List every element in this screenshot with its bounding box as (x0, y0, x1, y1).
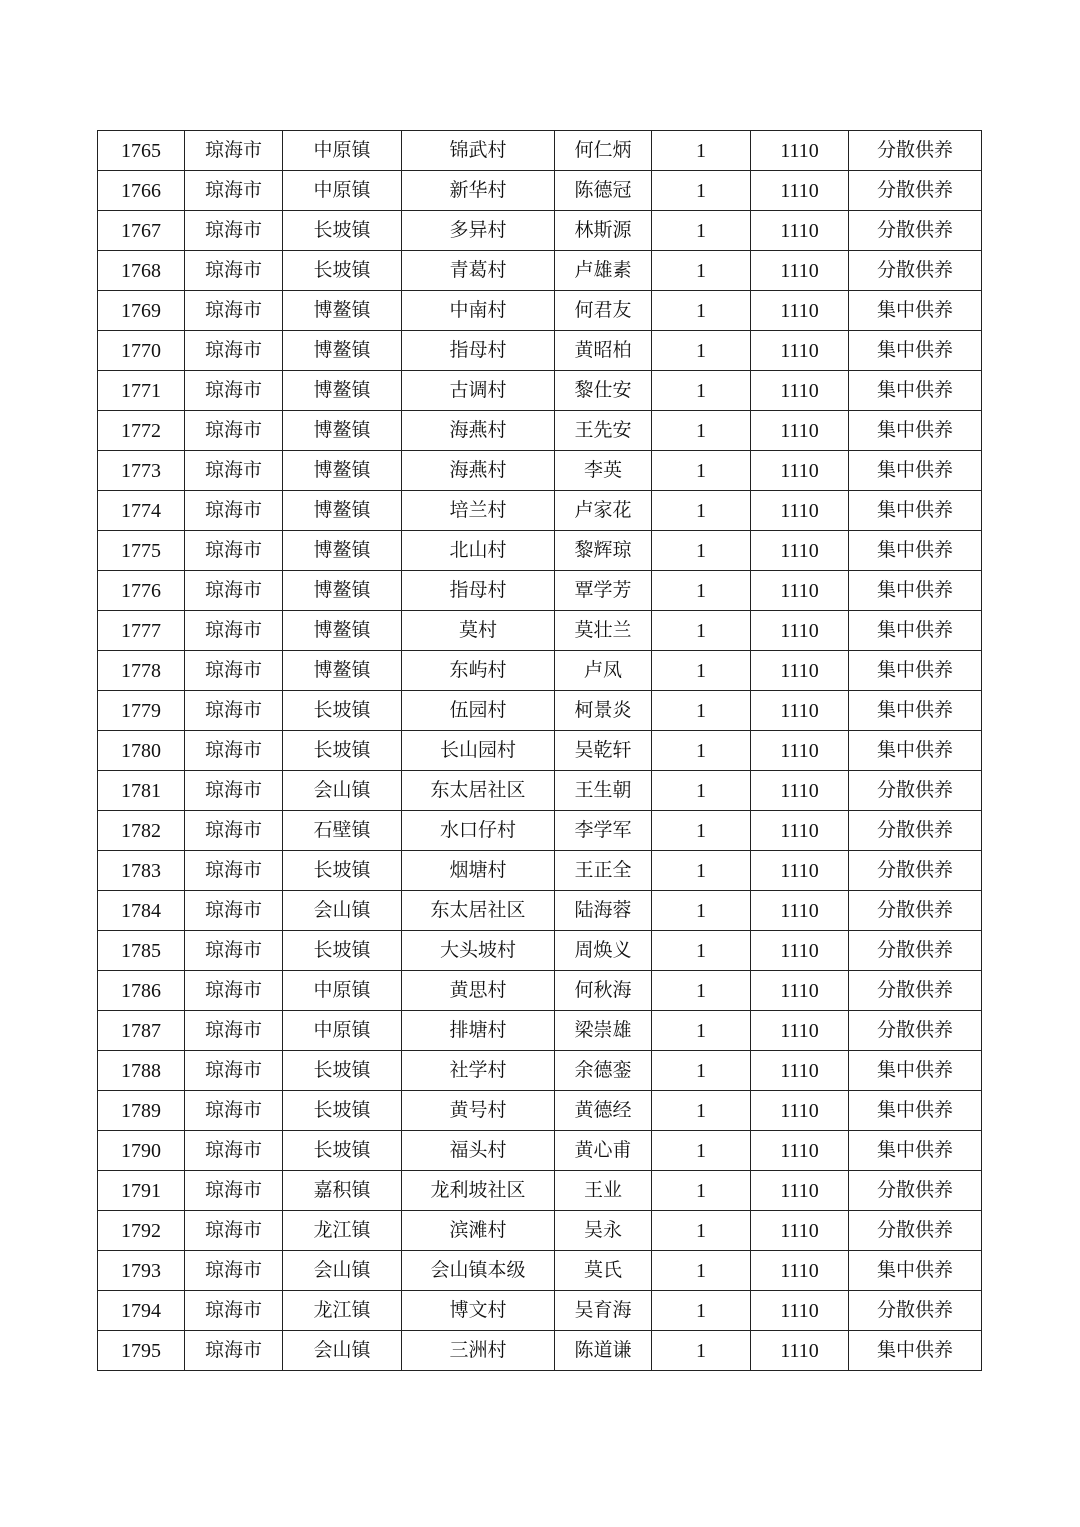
code-cell: 1110 (751, 371, 849, 411)
name-cell: 李英 (555, 451, 652, 491)
support-type-cell: 分散供养 (849, 891, 982, 931)
count-cell: 1 (652, 811, 751, 851)
village-cell: 东太居社区 (402, 771, 555, 811)
town-cell: 中原镇 (283, 971, 402, 1011)
city-cell: 琼海市 (185, 211, 283, 251)
serial-number-cell: 1767 (98, 211, 185, 251)
code-cell: 1110 (751, 131, 849, 171)
support-type-cell: 分散供养 (849, 171, 982, 211)
city-cell: 琼海市 (185, 811, 283, 851)
city-cell: 琼海市 (185, 291, 283, 331)
town-cell: 石壁镇 (283, 811, 402, 851)
count-cell: 1 (652, 291, 751, 331)
table-row (98, 651, 982, 691)
name-cell: 李学军 (555, 811, 652, 851)
table-row (98, 131, 982, 171)
serial-number-cell: 1786 (98, 971, 185, 1011)
village-cell: 会山镇本级 (402, 1251, 555, 1291)
village-cell: 东屿村 (402, 651, 555, 691)
code-cell: 1110 (751, 211, 849, 251)
support-type-cell: 集中供养 (849, 651, 982, 691)
table-row (98, 1011, 982, 1051)
village-cell: 福头村 (402, 1131, 555, 1171)
code-cell: 1110 (751, 451, 849, 491)
support-type-cell: 集中供养 (849, 411, 982, 451)
name-cell: 黎辉琼 (555, 531, 652, 571)
count-cell: 1 (652, 251, 751, 291)
code-cell: 1110 (751, 1331, 849, 1371)
count-cell: 1 (652, 1011, 751, 1051)
support-type-cell: 分散供养 (849, 1211, 982, 1251)
code-cell: 1110 (751, 251, 849, 291)
code-cell: 1110 (751, 571, 849, 611)
village-cell: 莫村 (402, 611, 555, 651)
town-cell: 长坡镇 (283, 1091, 402, 1131)
table-row (98, 571, 982, 611)
table-row (98, 931, 982, 971)
village-cell: 青葛村 (402, 251, 555, 291)
code-cell: 1110 (751, 811, 849, 851)
table-row (98, 331, 982, 371)
serial-number-cell: 1794 (98, 1291, 185, 1331)
city-cell: 琼海市 (185, 491, 283, 531)
count-cell: 1 (652, 171, 751, 211)
table-row (98, 171, 982, 211)
code-cell: 1110 (751, 1291, 849, 1331)
town-cell: 会山镇 (283, 891, 402, 931)
city-cell: 琼海市 (185, 931, 283, 971)
village-cell: 大头坡村 (402, 931, 555, 971)
code-cell: 1110 (751, 771, 849, 811)
code-cell: 1110 (751, 1251, 849, 1291)
table-row (98, 371, 982, 411)
serial-number-cell: 1766 (98, 171, 185, 211)
city-cell: 琼海市 (185, 1211, 283, 1251)
village-cell: 海燕村 (402, 411, 555, 451)
village-cell: 指母村 (402, 331, 555, 371)
serial-number-cell: 1777 (98, 611, 185, 651)
serial-number-cell: 1787 (98, 1011, 185, 1051)
name-cell: 何秋海 (555, 971, 652, 1011)
support-type-cell: 集中供养 (849, 1331, 982, 1371)
name-cell: 梁崇雄 (555, 1011, 652, 1051)
town-cell: 长坡镇 (283, 1051, 402, 1091)
table-row (98, 891, 982, 931)
name-cell: 黄昭柏 (555, 331, 652, 371)
count-cell: 1 (652, 491, 751, 531)
count-cell: 1 (652, 1211, 751, 1251)
serial-number-cell: 1775 (98, 531, 185, 571)
town-cell: 龙江镇 (283, 1291, 402, 1331)
table-row (98, 1291, 982, 1331)
town-cell: 博鳌镇 (283, 531, 402, 571)
count-cell: 1 (652, 731, 751, 771)
count-cell: 1 (652, 131, 751, 171)
serial-number-cell: 1783 (98, 851, 185, 891)
support-type-cell: 集中供养 (849, 691, 982, 731)
code-cell: 1110 (751, 1171, 849, 1211)
city-cell: 琼海市 (185, 971, 283, 1011)
town-cell: 博鳌镇 (283, 611, 402, 651)
city-cell: 琼海市 (185, 571, 283, 611)
name-cell: 陈道谦 (555, 1331, 652, 1371)
village-cell: 指母村 (402, 571, 555, 611)
city-cell: 琼海市 (185, 371, 283, 411)
city-cell: 琼海市 (185, 1331, 283, 1371)
city-cell: 琼海市 (185, 891, 283, 931)
serial-number-cell: 1788 (98, 1051, 185, 1091)
serial-number-cell: 1778 (98, 651, 185, 691)
count-cell: 1 (652, 571, 751, 611)
support-type-cell: 分散供养 (849, 971, 982, 1011)
city-cell: 琼海市 (185, 1291, 283, 1331)
table-row (98, 251, 982, 291)
city-cell: 琼海市 (185, 691, 283, 731)
count-cell: 1 (652, 1291, 751, 1331)
table-row (98, 1171, 982, 1211)
serial-number-cell: 1782 (98, 811, 185, 851)
village-cell: 多异村 (402, 211, 555, 251)
table-row (98, 1051, 982, 1091)
support-type-cell: 集中供养 (849, 1131, 982, 1171)
name-cell: 莫氏 (555, 1251, 652, 1291)
code-cell: 1110 (751, 731, 849, 771)
village-cell: 培兰村 (402, 491, 555, 531)
serial-number-cell: 1776 (98, 571, 185, 611)
city-cell: 琼海市 (185, 171, 283, 211)
village-cell: 中南村 (402, 291, 555, 331)
town-cell: 龙江镇 (283, 1211, 402, 1251)
table-row (98, 411, 982, 451)
village-cell: 排塘村 (402, 1011, 555, 1051)
support-type-cell: 集中供养 (849, 1051, 982, 1091)
support-type-cell: 分散供养 (849, 1011, 982, 1051)
name-cell: 吴育海 (555, 1291, 652, 1331)
table-row (98, 491, 982, 531)
serial-number-cell: 1784 (98, 891, 185, 931)
code-cell: 1110 (751, 891, 849, 931)
name-cell: 王业 (555, 1171, 652, 1211)
relief-recipient-table (97, 130, 982, 1371)
city-cell: 琼海市 (185, 1131, 283, 1171)
count-cell: 1 (652, 1331, 751, 1371)
support-type-cell: 集中供养 (849, 371, 982, 411)
city-cell: 琼海市 (185, 531, 283, 571)
count-cell: 1 (652, 971, 751, 1011)
name-cell: 黄德经 (555, 1091, 652, 1131)
count-cell: 1 (652, 411, 751, 451)
table-row (98, 451, 982, 491)
name-cell: 周焕义 (555, 931, 652, 971)
village-cell: 新华村 (402, 171, 555, 211)
support-type-cell: 集中供养 (849, 451, 982, 491)
village-cell: 黄思村 (402, 971, 555, 1011)
name-cell: 黎仕安 (555, 371, 652, 411)
code-cell: 1110 (751, 611, 849, 651)
table-row (98, 811, 982, 851)
name-cell: 吴永 (555, 1211, 652, 1251)
city-cell: 琼海市 (185, 611, 283, 651)
serial-number-cell: 1780 (98, 731, 185, 771)
count-cell: 1 (652, 211, 751, 251)
code-cell: 1110 (751, 1011, 849, 1051)
support-type-cell: 分散供养 (849, 851, 982, 891)
village-cell: 长山园村 (402, 731, 555, 771)
town-cell: 长坡镇 (283, 1131, 402, 1171)
name-cell: 余德銮 (555, 1051, 652, 1091)
serial-number-cell: 1781 (98, 771, 185, 811)
city-cell: 琼海市 (185, 651, 283, 691)
support-type-cell: 分散供养 (849, 811, 982, 851)
code-cell: 1110 (751, 331, 849, 371)
code-cell: 1110 (751, 931, 849, 971)
city-cell: 琼海市 (185, 771, 283, 811)
table-row (98, 1331, 982, 1371)
count-cell: 1 (652, 1171, 751, 1211)
serial-number-cell: 1769 (98, 291, 185, 331)
support-type-cell: 集中供养 (849, 491, 982, 531)
code-cell: 1110 (751, 291, 849, 331)
town-cell: 博鳌镇 (283, 411, 402, 451)
village-cell: 伍园村 (402, 691, 555, 731)
support-type-cell: 分散供养 (849, 211, 982, 251)
count-cell: 1 (652, 1051, 751, 1091)
table-row (98, 291, 982, 331)
town-cell: 长坡镇 (283, 691, 402, 731)
town-cell: 长坡镇 (283, 251, 402, 291)
code-cell: 1110 (751, 531, 849, 571)
town-cell: 博鳌镇 (283, 491, 402, 531)
count-cell: 1 (652, 1251, 751, 1291)
serial-number-cell: 1789 (98, 1091, 185, 1131)
town-cell: 博鳌镇 (283, 451, 402, 491)
count-cell: 1 (652, 931, 751, 971)
serial-number-cell: 1790 (98, 1131, 185, 1171)
town-cell: 长坡镇 (283, 851, 402, 891)
town-cell: 长坡镇 (283, 731, 402, 771)
city-cell: 琼海市 (185, 451, 283, 491)
serial-number-cell: 1791 (98, 1171, 185, 1211)
table-row (98, 771, 982, 811)
village-cell: 三洲村 (402, 1331, 555, 1371)
table-body (98, 131, 982, 1371)
table-row (98, 731, 982, 771)
name-cell: 柯景炎 (555, 691, 652, 731)
serial-number-cell: 1768 (98, 251, 185, 291)
count-cell: 1 (652, 1131, 751, 1171)
table-row (98, 691, 982, 731)
support-type-cell: 集中供养 (849, 531, 982, 571)
serial-number-cell: 1792 (98, 1211, 185, 1251)
name-cell: 卢家花 (555, 491, 652, 531)
name-cell: 何君友 (555, 291, 652, 331)
village-cell: 东太居社区 (402, 891, 555, 931)
count-cell: 1 (652, 531, 751, 571)
name-cell: 卢雄素 (555, 251, 652, 291)
town-cell: 会山镇 (283, 1251, 402, 1291)
town-cell: 博鳌镇 (283, 651, 402, 691)
support-type-cell: 分散供养 (849, 1171, 982, 1211)
village-cell: 黄号村 (402, 1091, 555, 1131)
serial-number-cell: 1793 (98, 1251, 185, 1291)
city-cell: 琼海市 (185, 1251, 283, 1291)
table-row (98, 971, 982, 1011)
support-type-cell: 集中供养 (849, 571, 982, 611)
support-type-cell: 分散供养 (849, 1291, 982, 1331)
village-cell: 龙利坡社区 (402, 1171, 555, 1211)
town-cell: 博鳌镇 (283, 571, 402, 611)
code-cell: 1110 (751, 1131, 849, 1171)
name-cell: 覃学芳 (555, 571, 652, 611)
town-cell: 中原镇 (283, 1011, 402, 1051)
village-cell: 北山村 (402, 531, 555, 571)
table-row (98, 1251, 982, 1291)
town-cell: 中原镇 (283, 171, 402, 211)
code-cell: 1110 (751, 851, 849, 891)
town-cell: 博鳌镇 (283, 331, 402, 371)
count-cell: 1 (652, 331, 751, 371)
village-cell: 锦武村 (402, 131, 555, 171)
table-row (98, 531, 982, 571)
town-cell: 博鳌镇 (283, 371, 402, 411)
city-cell: 琼海市 (185, 251, 283, 291)
support-type-cell: 集中供养 (849, 331, 982, 371)
code-cell: 1110 (751, 971, 849, 1011)
code-cell: 1110 (751, 171, 849, 211)
support-type-cell: 分散供养 (849, 931, 982, 971)
name-cell: 陆海蓉 (555, 891, 652, 931)
name-cell: 王先安 (555, 411, 652, 451)
count-cell: 1 (652, 891, 751, 931)
code-cell: 1110 (751, 411, 849, 451)
serial-number-cell: 1771 (98, 371, 185, 411)
town-cell: 会山镇 (283, 771, 402, 811)
table-row (98, 851, 982, 891)
town-cell: 嘉积镇 (283, 1171, 402, 1211)
support-type-cell: 集中供养 (849, 611, 982, 651)
village-cell: 博文村 (402, 1291, 555, 1331)
town-cell: 会山镇 (283, 1331, 402, 1371)
code-cell: 1110 (751, 1211, 849, 1251)
count-cell: 1 (652, 451, 751, 491)
village-cell: 滨滩村 (402, 1211, 555, 1251)
name-cell: 莫壮兰 (555, 611, 652, 651)
serial-number-cell: 1772 (98, 411, 185, 451)
code-cell: 1110 (751, 1051, 849, 1091)
support-type-cell: 集中供养 (849, 731, 982, 771)
village-cell: 社学村 (402, 1051, 555, 1091)
city-cell: 琼海市 (185, 1091, 283, 1131)
city-cell: 琼海市 (185, 131, 283, 171)
city-cell: 琼海市 (185, 331, 283, 371)
name-cell: 林斯源 (555, 211, 652, 251)
count-cell: 1 (652, 691, 751, 731)
table-row (98, 1211, 982, 1251)
code-cell: 1110 (751, 651, 849, 691)
name-cell: 王生朝 (555, 771, 652, 811)
name-cell: 卢凤 (555, 651, 652, 691)
name-cell: 吴乾轩 (555, 731, 652, 771)
serial-number-cell: 1779 (98, 691, 185, 731)
count-cell: 1 (652, 1091, 751, 1131)
support-type-cell: 分散供养 (849, 131, 982, 171)
city-cell: 琼海市 (185, 411, 283, 451)
serial-number-cell: 1770 (98, 331, 185, 371)
village-cell: 古调村 (402, 371, 555, 411)
support-type-cell: 集中供养 (849, 291, 982, 331)
code-cell: 1110 (751, 691, 849, 731)
count-cell: 1 (652, 611, 751, 651)
count-cell: 1 (652, 851, 751, 891)
city-cell: 琼海市 (185, 851, 283, 891)
code-cell: 1110 (751, 1091, 849, 1131)
town-cell: 中原镇 (283, 131, 402, 171)
table-row (98, 1091, 982, 1131)
name-cell: 何仁炳 (555, 131, 652, 171)
table-row (98, 211, 982, 251)
serial-number-cell: 1795 (98, 1331, 185, 1371)
city-cell: 琼海市 (185, 1051, 283, 1091)
village-cell: 水口仔村 (402, 811, 555, 851)
count-cell: 1 (652, 771, 751, 811)
town-cell: 长坡镇 (283, 211, 402, 251)
city-cell: 琼海市 (185, 1011, 283, 1051)
serial-number-cell: 1774 (98, 491, 185, 531)
code-cell: 1110 (751, 491, 849, 531)
table-row (98, 611, 982, 651)
table-row (98, 1131, 982, 1171)
town-cell: 长坡镇 (283, 931, 402, 971)
support-type-cell: 集中供养 (849, 1091, 982, 1131)
support-type-cell: 集中供养 (849, 1251, 982, 1291)
support-type-cell: 分散供养 (849, 251, 982, 291)
name-cell: 黄心甫 (555, 1131, 652, 1171)
name-cell: 王正全 (555, 851, 652, 891)
village-cell: 海燕村 (402, 451, 555, 491)
serial-number-cell: 1773 (98, 451, 185, 491)
serial-number-cell: 1765 (98, 131, 185, 171)
village-cell: 烟塘村 (402, 851, 555, 891)
city-cell: 琼海市 (185, 731, 283, 771)
city-cell: 琼海市 (185, 1171, 283, 1211)
support-type-cell: 分散供养 (849, 771, 982, 811)
count-cell: 1 (652, 371, 751, 411)
serial-number-cell: 1785 (98, 931, 185, 971)
town-cell: 博鳌镇 (283, 291, 402, 331)
name-cell: 陈德冠 (555, 171, 652, 211)
count-cell: 1 (652, 651, 751, 691)
